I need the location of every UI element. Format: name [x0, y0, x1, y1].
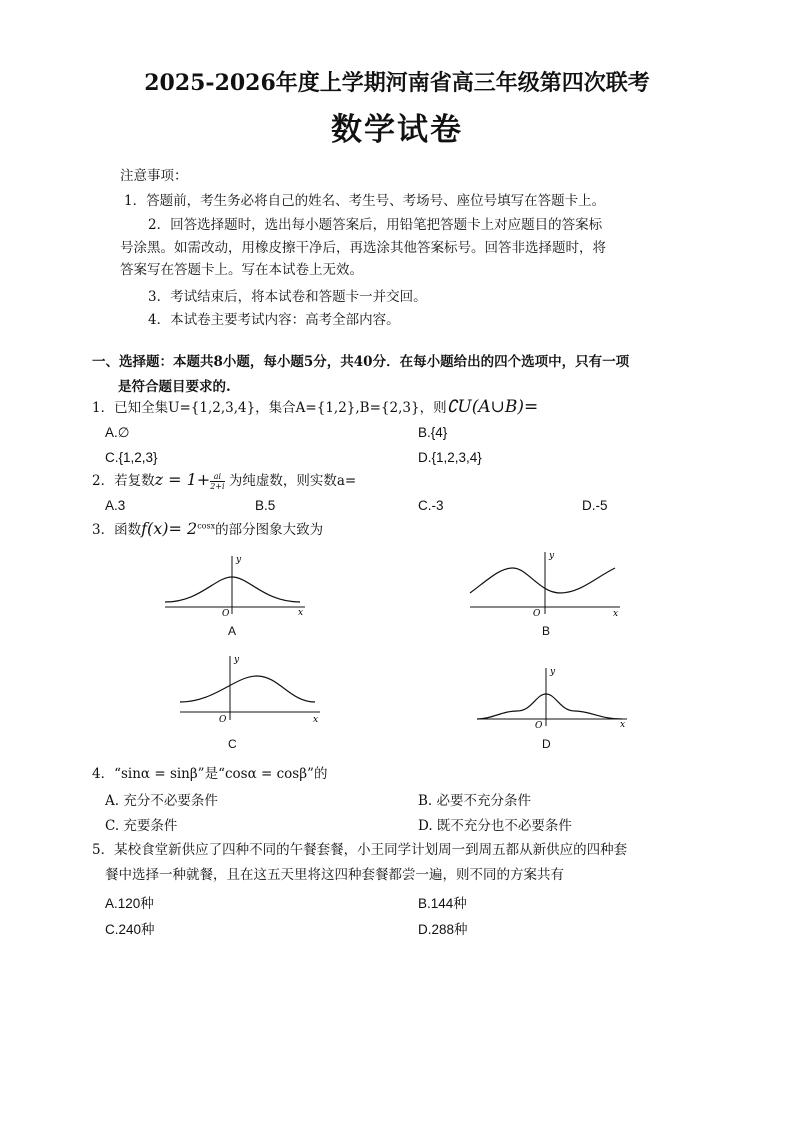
graph-a-x-label: x [298, 608, 304, 618]
graph-d-x-label: x [620, 720, 626, 730]
note-4: 4．本试卷主要考试内容：高考全部内容。 [148, 312, 400, 328]
q5-stem: 5．某校食堂新供应了四种不同的午餐套餐，小王同学计划周一到周五都从新供应的四种套 [92, 842, 628, 858]
q5-stem-cont: 餐中选择一种就餐，且在这五天里将这四种套餐都尝一遍，则不同的方案共有 [105, 867, 564, 883]
q1-text: 1．已知全集U={1,2,3,4}，集合A={1,2},B={2,3}，则 [92, 400, 447, 416]
q1-stem [92, 396, 538, 417]
section-heading-cont: 是符合题目要求的. [118, 379, 231, 395]
q2-text-post: 为纯虚数，则实数a= [224, 473, 357, 489]
section-heading: 一、选择题：本题共8小题，每小题5分，共40分．在每小题给出的四个选项中，只有一项 [92, 354, 630, 370]
q2-frac-den: 2+i [210, 482, 225, 491]
q5-option-d: D.288种 [418, 922, 468, 937]
graph-c-x-label: x [313, 715, 319, 724]
q4-option-c: C. 充要条件 [105, 818, 178, 834]
note-3: 3．考试结束后，将本试卷和答题卡一并交回。 [148, 289, 427, 305]
q5-option-a: A.120种 [105, 896, 154, 911]
graph-a-label: A [228, 624, 237, 638]
graph-d-y-label: y [550, 667, 556, 677]
q5-option-c: C.240种 [105, 922, 155, 937]
q2-fraction [210, 472, 224, 491]
q3-exponent: cosx [197, 521, 216, 531]
q2-option-d: D.-5 [582, 498, 608, 513]
q3-text: 3．函数 [92, 522, 142, 538]
graph-d [472, 664, 632, 730]
graph-a-origin: O [222, 609, 230, 619]
graph-b-y-label: y [549, 551, 555, 561]
graph-b-x-label: x [613, 609, 619, 619]
q4-option-d: D. 既不充分也不必要条件 [418, 818, 572, 834]
q4-stem: 4．“sinα = sinβ”是“cosα = cosβ”的 [92, 766, 328, 782]
graph-c [175, 652, 325, 724]
notes-heading: 注意事项： [120, 168, 188, 184]
graph-b-origin: O [533, 609, 541, 619]
q1-option-c: C.{1,2,3} [105, 450, 158, 465]
graph-c-y-label: y [234, 655, 240, 665]
graph-d-origin: O [535, 721, 543, 730]
graph-a [160, 552, 310, 620]
q1-option-b: B.{4} [418, 425, 448, 440]
note-2-cont2: 答案写在答题卡上。写在本试卷上无效。 [120, 262, 363, 278]
note-2: 2．回答选择题时，选出每小题答案后，用铅笔把答题卡上对应题目的答案标 [148, 217, 603, 233]
graph-d-label: D [542, 737, 551, 751]
q1-option-a: A.∅ [105, 425, 130, 440]
q3-math: f(x)= 2 [141, 519, 198, 538]
note-1: 1．答题前，考生务必将自己的姓名、考生号、考场号、座位号填写在答题卡上。 [124, 193, 606, 209]
graph-b [465, 548, 625, 620]
note-2-cont: 号涂黑。如需改动，用橡皮擦干净后，再选涂其他答案标号。回答非选择题时，将 [120, 240, 606, 256]
graph-b-label: B [542, 624, 551, 638]
q3-stem [92, 518, 323, 538]
graph-c-label: C [228, 737, 237, 751]
q1-math: ∁U(A∪B)= [446, 397, 539, 417]
q5-option-b: B.144种 [418, 896, 467, 911]
graph-c-origin: O [219, 715, 227, 724]
q4-option-a: A. 充分不必要条件 [105, 793, 218, 809]
q2-frac-num: ai [210, 472, 224, 482]
q2-stem [92, 469, 356, 491]
q1-option-d: D.{1,2,3,4} [418, 450, 482, 465]
q2-text: 2．若复数 [92, 473, 155, 489]
exam-title: 2025-2026年度上学期河南省高三年级第四次联考 [144, 70, 650, 96]
q3-text-post: 的部分图象大致为 [215, 522, 324, 538]
q4-option-b: B. 必要不充分条件 [418, 793, 532, 809]
q2-option-c: C.-3 [418, 498, 444, 513]
q2-option-b: B.5 [255, 498, 276, 513]
exam-subtitle: 数学试卷 [331, 112, 463, 148]
graph-a-y-label: y [236, 555, 242, 565]
q2-math: z = 1+ [154, 470, 211, 489]
q2-option-a: A.3 [105, 498, 126, 513]
